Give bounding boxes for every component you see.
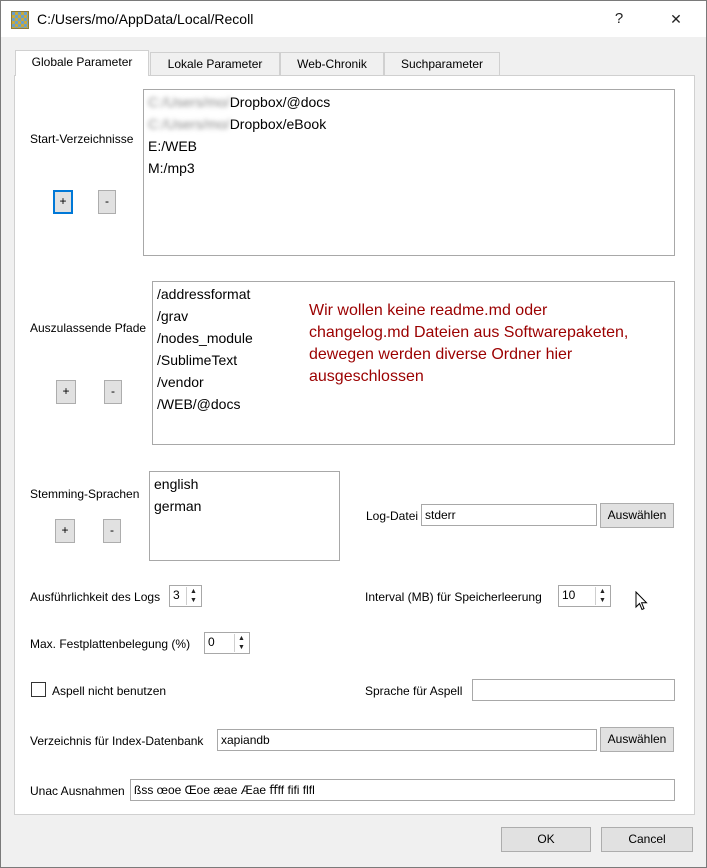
annotation-line: dewegen werden diverse Ordner hier	[309, 346, 573, 363]
stemming-remove-button[interactable]: -	[103, 519, 121, 543]
recoll-app-icon	[11, 11, 29, 29]
unac-input[interactable]: ßss œoe Œoe æae Æae ﬀff ﬁfi ﬂfl	[130, 779, 675, 801]
start-dirs-label: Start-Verzeichnisse	[30, 132, 134, 146]
help-button[interactable]: ?	[614, 10, 624, 27]
mouse-pointer-icon	[635, 591, 648, 611]
annotation-line: Wir wollen keine readme.md oder	[309, 302, 548, 319]
list-item[interactable]	[148, 138, 197, 154]
log-file-input[interactable]: stderr	[421, 504, 597, 526]
list-item[interactable]	[148, 116, 326, 132]
flush-interval-label: Interval (MB) für Speicherleerung	[365, 590, 542, 604]
list-item-text: Dropbox/@docs	[229, 94, 331, 110]
tab-search-parameters[interactable]: Suchparameter	[384, 52, 500, 75]
skipped-paths-remove-button[interactable]: -	[104, 380, 122, 404]
list-item[interactable]: /WEB/@docs	[157, 396, 241, 412]
aspell-disable-checkbox[interactable]	[31, 682, 46, 697]
spin-up-icon[interactable]: ▲	[190, 588, 197, 595]
log-verbosity-label: Ausführlichkeit des Logs	[30, 590, 161, 604]
skipped-paths-label: Auszulassende Pfade	[30, 321, 147, 335]
log-file-label: Log-Datei	[366, 509, 419, 523]
list-item[interactable]: /nodes_module	[157, 330, 253, 346]
aspell-disable-label[interactable]: Aspell nicht benutzen	[52, 684, 167, 698]
start-dirs-list[interactable]	[143, 89, 675, 256]
title-bar	[1, 1, 706, 37]
list-item[interactable]: /vendor	[157, 374, 204, 390]
annotation-line: ausgeschlossen	[309, 368, 424, 385]
index-dir-input[interactable]: xapiandb	[217, 729, 597, 751]
annotation-line: changelog.md Dateien aus Softwarepaketen,	[309, 324, 629, 341]
spin-arrows	[595, 587, 609, 605]
skipped-paths-add-button[interactable]: +	[56, 380, 76, 404]
list-item[interactable]: /SublimeText	[157, 352, 238, 368]
aspell-language-input[interactable]	[472, 679, 675, 701]
spin-arrows	[234, 634, 248, 652]
list-item-text: E:/WEB	[148, 138, 198, 154]
log-verbosity-spinbox[interactable]	[169, 585, 202, 607]
start-dirs-remove-button[interactable]: -	[98, 190, 116, 214]
spin-down-icon[interactable]: ▼	[599, 597, 606, 604]
start-dirs-add-button[interactable]: +	[53, 190, 73, 214]
spin-down-icon[interactable]: ▼	[238, 644, 245, 651]
tab-web-history[interactable]: Web-Chronik	[280, 52, 384, 75]
spin-down-icon[interactable]: ▼	[190, 597, 197, 604]
window-title: C:/Users/mo/AppData/Local/Recoll	[37, 11, 254, 27]
list-item[interactable]: english	[154, 476, 199, 492]
list-item[interactable]	[148, 160, 195, 176]
list-item[interactable]: german	[154, 498, 202, 514]
tab-local-parameters[interactable]: Lokale Parameter	[150, 52, 280, 75]
stemming-add-button[interactable]: +	[55, 519, 75, 543]
log-file-browse-button[interactable]: Auswählen	[600, 503, 674, 528]
annotation-text	[309, 300, 628, 388]
aspell-language-label: Sprache für Aspell	[365, 684, 463, 698]
list-item-text: Dropbox/eBook	[229, 116, 327, 132]
list-item[interactable]: /addressformat	[157, 286, 251, 302]
tab-global-parameters[interactable]: Globale Parameter	[15, 50, 149, 76]
spin-value: 10	[562, 588, 576, 602]
list-item[interactable]	[148, 94, 330, 110]
stemming-list[interactable]	[149, 471, 340, 561]
flush-interval-spinbox[interactable]	[558, 585, 611, 607]
cancel-button[interactable]: Cancel	[601, 827, 693, 852]
spin-value: 3	[173, 588, 180, 602]
blurred-prefix: C:/Users/mo/	[148, 94, 230, 110]
ok-button[interactable]: OK	[501, 827, 591, 852]
close-button[interactable]: ✕	[670, 11, 682, 27]
list-item[interactable]: /grav	[157, 308, 189, 324]
max-disk-spinbox[interactable]	[204, 632, 250, 654]
spin-value: 0	[208, 635, 215, 649]
list-item-text: M:/mp3	[148, 160, 195, 176]
index-dir-browse-button[interactable]: Auswählen	[600, 727, 674, 752]
spin-arrows	[186, 587, 200, 605]
max-disk-label: Max. Festplattenbelegung (%)	[30, 637, 191, 651]
index-dir-label: Verzeichnis für Index-Datenbank	[30, 734, 204, 748]
blurred-prefix: C:/Users/mo/	[148, 116, 230, 132]
spin-up-icon[interactable]: ▲	[599, 588, 606, 595]
spin-up-icon[interactable]: ▲	[238, 635, 245, 642]
unac-label: Unac Ausnahmen	[30, 784, 125, 798]
stemming-label: Stemming-Sprachen	[30, 487, 140, 501]
